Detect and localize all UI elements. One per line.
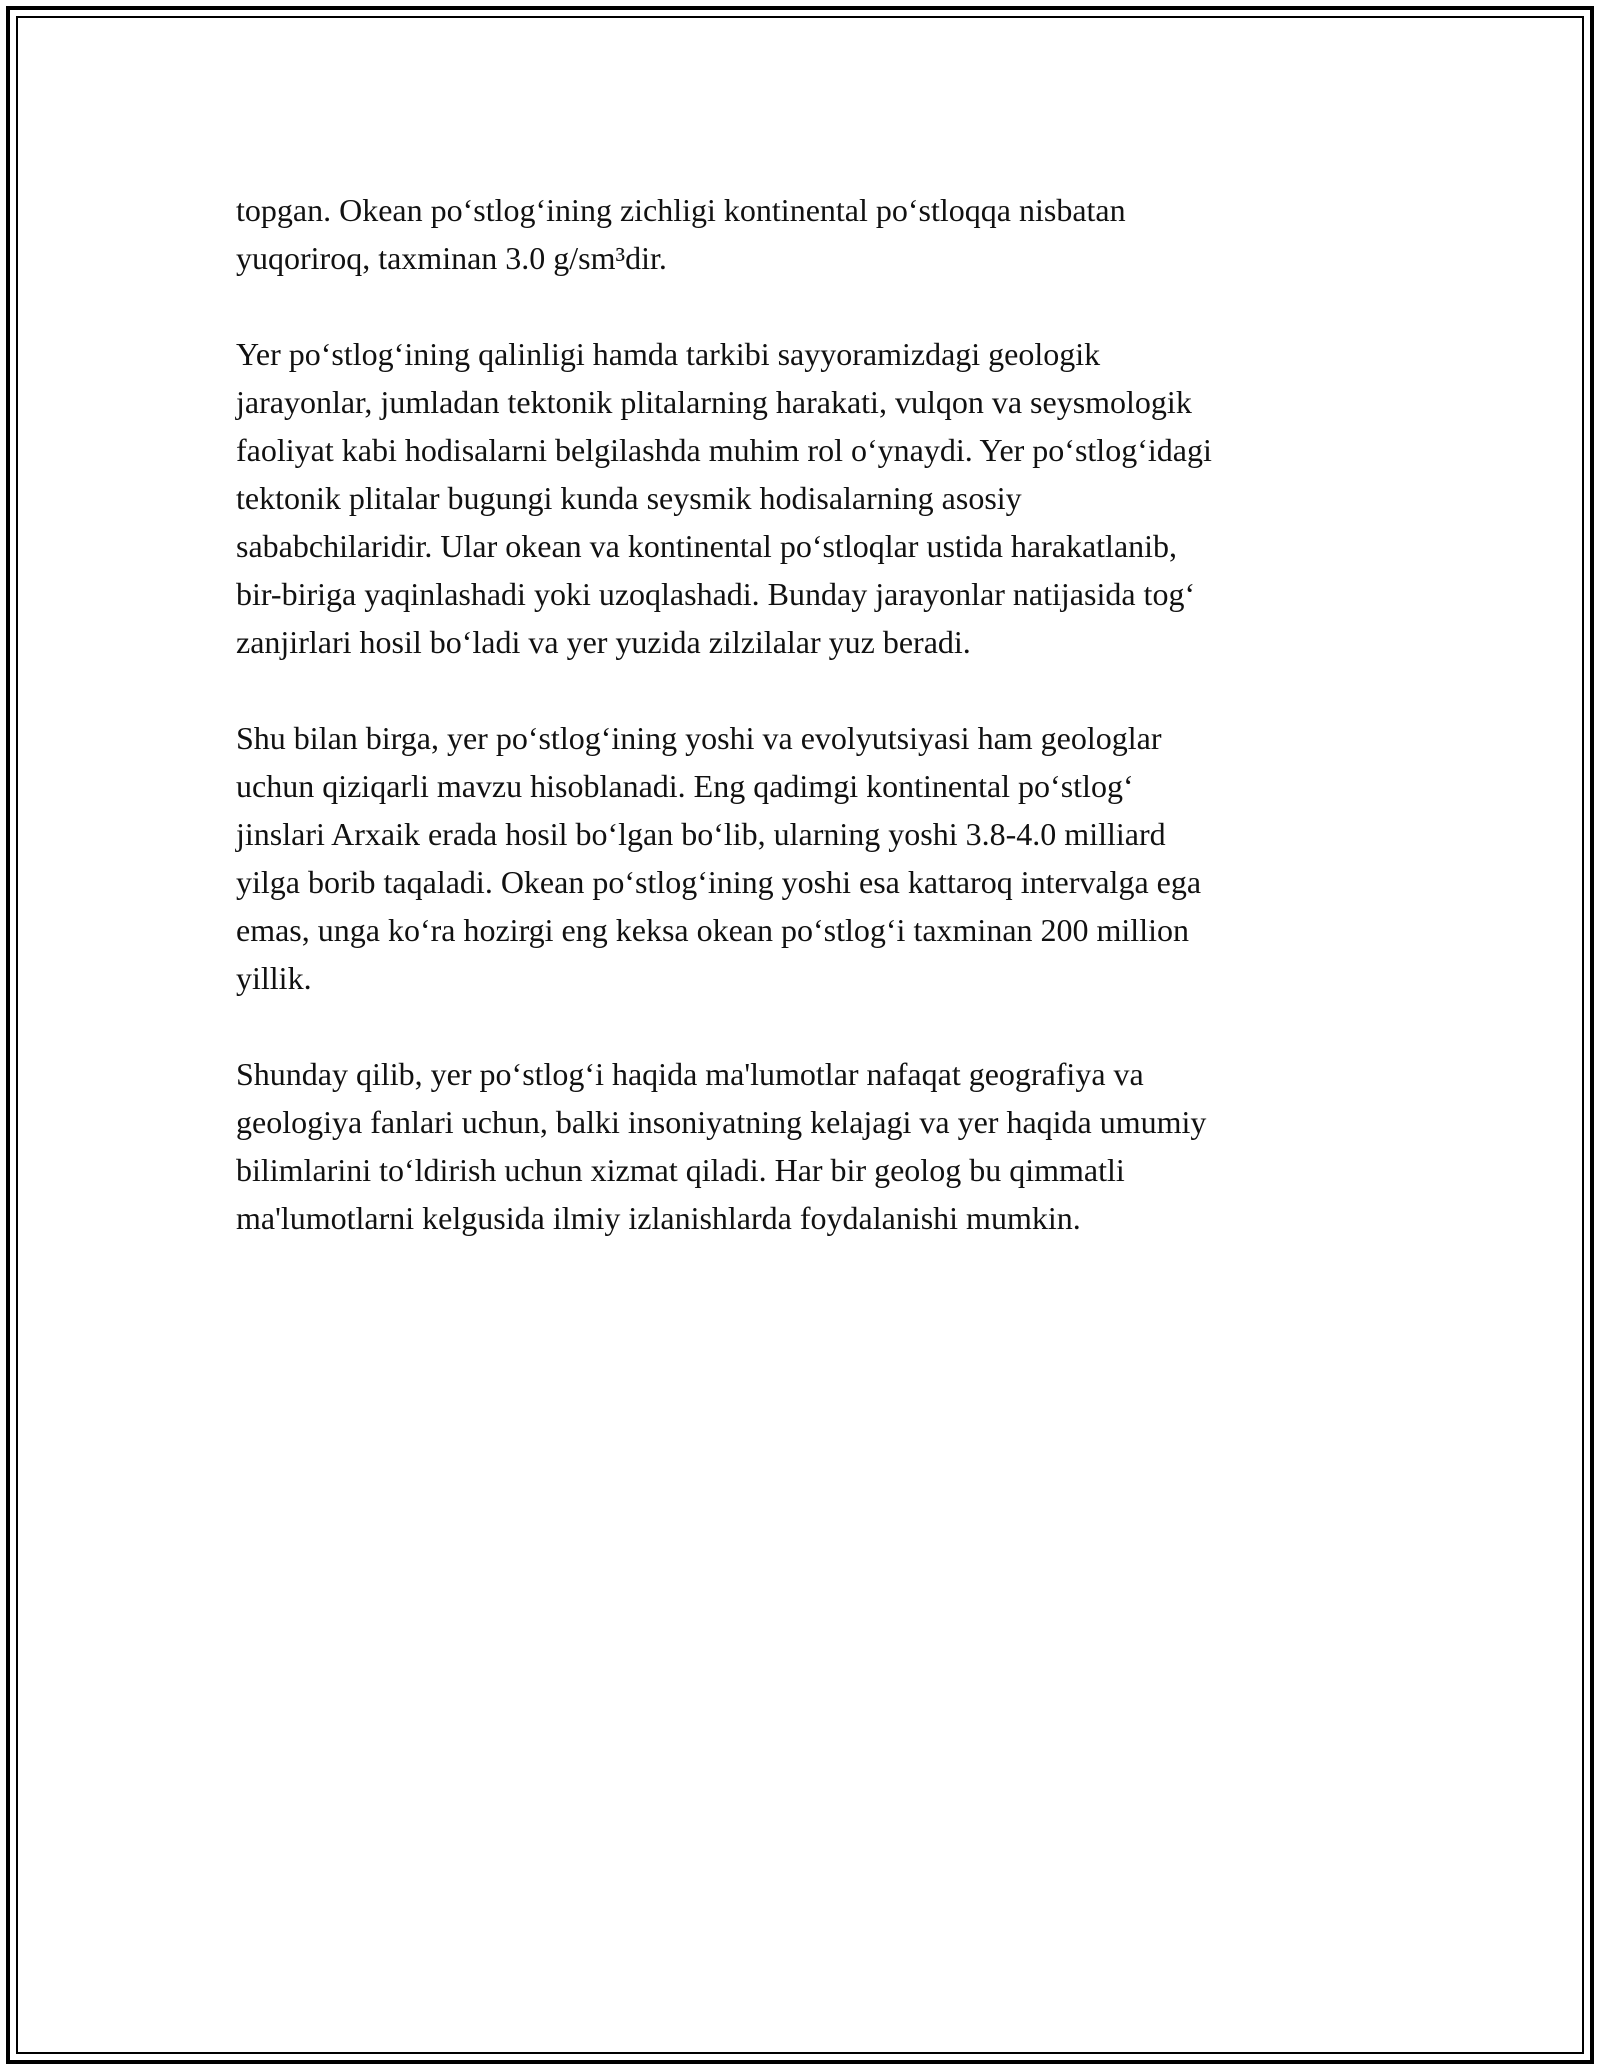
text-line: yillik. — [236, 960, 312, 996]
text-line: yuqoriroq, taxminan 3.0 g/sm³dir. — [236, 240, 667, 276]
text-line: Yer po‘stlog‘ining qalinligi hamda tarkibi sayyoramizdagi geologik — [236, 336, 1101, 372]
text-line: yilga borib taqaladi. Okean po‘stlog‘ining yoshi esa kattaroq intervalga ega — [236, 864, 1202, 900]
text-line: jinslari Arxaik erada hosil bo‘lgan bo‘lib, ularning yoshi 3.8-4.0 milliard — [236, 816, 1166, 852]
text-line: bir-biriga yaqinlashadi yoki uzoqlashadi. Bunday jarayonlar natijasida tog‘ — [236, 576, 1196, 612]
text-line: Shunday qilib, yer po‘stlog‘i haqida ma'lumotlar nafaqat geografiya va — [236, 1056, 1144, 1092]
text-line: uchun qiziqarli mavzu hisoblanadi. Eng qadimgi kontinental po‘stlog‘ — [236, 768, 1134, 804]
text-line: geologiya fanlari uchun, balki insoniyatning kelajagi va yer haqida umumiy — [236, 1104, 1207, 1140]
paragraph-4 — [236, 1050, 1376, 1242]
text-line: sababchilaridir. Ular okean va kontinental po‘stloqlar ustida harakatlanib, — [236, 528, 1178, 564]
text-line: Shu bilan birga, yer po‘stlog‘ining yoshi va evolyutsiyasi ham geologlar — [236, 720, 1162, 756]
paragraph-3 — [236, 714, 1376, 1002]
text-line: faoliyat kabi hodisalarni belgilashda muhim rol o‘ynaydi. Yer po‘stlog‘idagi — [236, 432, 1212, 468]
paragraph-1 — [236, 186, 1376, 282]
text-line: emas, unga ko‘ra hozirgi eng keksa okean po‘stlog‘i taxminan 200 million — [236, 912, 1189, 948]
text-line: bilimlarini to‘ldirish uchun xizmat qiladi. Har bir geolog bu qimmatli — [236, 1152, 1125, 1188]
text-line: tektonik plitalar bugungi kunda seysmik hodisalarning asosiy — [236, 480, 1022, 516]
text-line: zanjirlari hosil bo‘ladi va yer yuzida zilzilalar yuz beradi. — [236, 624, 971, 660]
paragraph-2 — [236, 330, 1376, 666]
text-line: jarayonlar, jumladan tektonik plitalarning harakati, vulqon va seysmologik — [236, 384, 1192, 420]
text-line: topgan. Okean po‘stlog‘ining zichligi kontinental po‘stloqqa nisbatan — [236, 192, 1126, 228]
document-body — [236, 186, 1376, 1290]
text-line: ma'lumotlarni kelgusida ilmiy izlanishlarda foydalanishi mumkin. — [236, 1200, 1081, 1236]
